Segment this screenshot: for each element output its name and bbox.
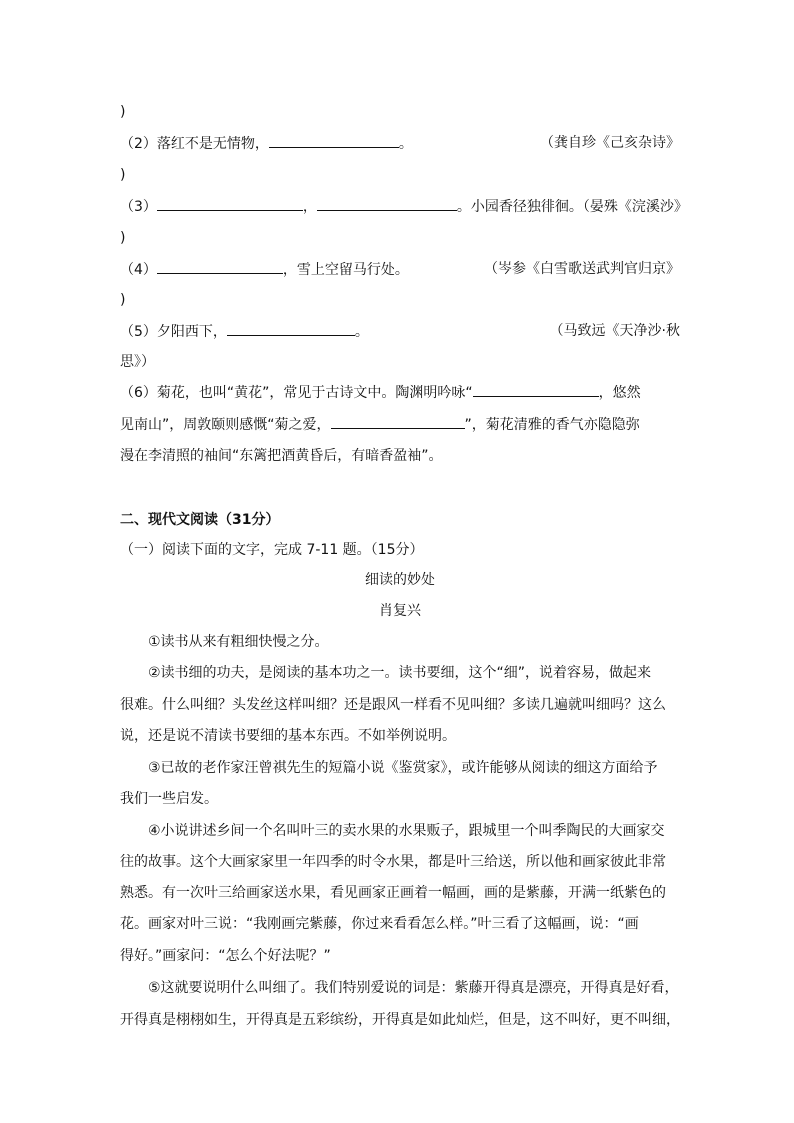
paragraph-line: ④小说讲述乡间一个名叫叶三的卖水果的水果贩子，跟城里一个叫季陶民的大画家交 xyxy=(148,823,665,839)
answer-blank[interactable] xyxy=(227,321,355,336)
paragraph-line: 花。画家对叶三说：“我刚画完紫藤，你过来看看怎么样。”叶三看了这幅画，说：“画 xyxy=(120,916,639,932)
paragraph-line: 开得真是栩栩如生，开得真是五彩缤纷，开得真是如此灿烂，但是，这不叫好，更不叫细， xyxy=(120,1012,680,1028)
instruction: （一）阅读下面的文字，完成 7-11 题。（15分） xyxy=(120,542,424,558)
closing-paren: ) xyxy=(120,292,126,308)
question-text: 。 xyxy=(354,324,369,340)
question-text: 见南山”，周敦颐则感慨“菊之爱， xyxy=(120,417,331,433)
answer-blank[interactable] xyxy=(473,382,599,397)
paragraph-line: 往的故事。这个大画家家里一年四季的时令水果，都是叶三给送，所以他和画家彼此非常 xyxy=(120,854,666,870)
paragraph-line: 很难。什么叫细？头发丝这样叫细？还是跟风一样看不见叫细？多读几遍就叫细吗？这么 xyxy=(120,697,666,713)
citation: （马致远《天净沙·秋 xyxy=(549,323,680,339)
citation-continued: 思》） xyxy=(120,354,155,370)
question-text: （6）菊花，也叫“黄花”，常见于古诗文中。陶渊明吟咏“ xyxy=(120,385,473,401)
answer-blank[interactable] xyxy=(157,259,283,274)
paragraph-line: 得好。”画家问：“怎么个好法呢？” xyxy=(120,948,331,964)
question-6-line-2 xyxy=(120,414,680,434)
question-text: ”，菊花清雅的香气亦隐隐弥 xyxy=(464,417,640,433)
question-text: ， xyxy=(302,199,317,215)
closing-paren: ) xyxy=(120,230,126,246)
question-text: （5）夕阳西下， xyxy=(120,324,227,340)
paragraph-line: ⑤这就要说明什么叫细了。我们特别爱说的词是：紫藤开得真是漂亮，开得真是好看， xyxy=(148,980,679,996)
answer-blank[interactable] xyxy=(317,196,457,211)
closing-paren: ) xyxy=(120,167,126,183)
citation: （龚自珍《己亥杂诗》 xyxy=(540,135,680,151)
section-heading: 二、现代文阅读（31分） xyxy=(120,512,280,528)
citation: （岑参《白雪歌送武判官归京》 xyxy=(484,261,680,277)
answer-blank[interactable] xyxy=(331,414,465,429)
answer-blank[interactable] xyxy=(269,133,399,148)
article-author: 肖复兴 xyxy=(379,603,421,619)
closing-paren: ) xyxy=(120,104,126,120)
paragraph-line: 说，还是说不清读书要细的基本东西。不如举例说明。 xyxy=(120,728,456,744)
question-3 xyxy=(120,196,688,216)
question-text: （2）落红不是无情物， xyxy=(120,136,269,152)
paragraph-line: ①读书从来有粗细快慢之分。 xyxy=(148,634,329,650)
answer-blank[interactable] xyxy=(157,196,303,211)
question-text: （4） xyxy=(120,262,157,278)
question-text: （3） xyxy=(120,199,157,215)
paragraph-line: ③已故的老作家汪曾祺先生的短篇小说《鉴赏家》，或许能够从阅读的细这方面给予 xyxy=(148,760,658,776)
question-text: 。 xyxy=(398,136,413,152)
question-text: ，悠然 xyxy=(598,385,641,401)
question-5 xyxy=(120,321,680,341)
article-title: 细读的妙处 xyxy=(365,572,435,588)
paragraph-line: 熟悉。有一次叶三给画家送水果，看见画家正画着一幅画，画的是紫藤，开满一纸紫色的 xyxy=(120,885,666,901)
question-2 xyxy=(120,133,680,153)
question-6-line-3: 漫在李清照的袖间“东篱把酒黄昏后，有暗香盈袖”。 xyxy=(120,448,443,464)
question-text: ，雪上空留马行处。 xyxy=(282,262,409,278)
question-text: 。小园香径独徘徊。（晏殊《浣溪沙》 xyxy=(456,199,688,215)
question-4 xyxy=(120,259,680,279)
paragraph-line: ②读书细的功夫，是阅读的基本功之一。读书要细，这个“细”，说着容易，做起来 xyxy=(148,665,652,681)
question-6-line-1 xyxy=(120,382,680,402)
paragraph-line: 我们一些启发。 xyxy=(120,791,218,807)
